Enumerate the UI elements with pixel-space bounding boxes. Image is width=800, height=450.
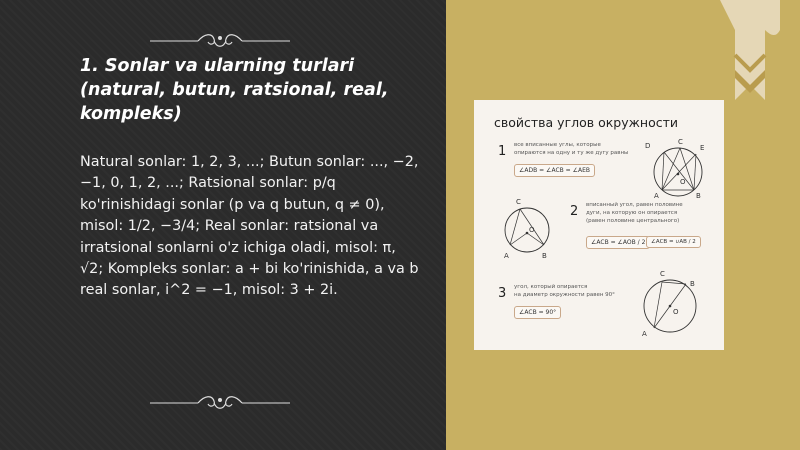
item-3-label-a: A bbox=[642, 330, 647, 338]
item-2-formula-a: ∠ACB = ∠AOB / 2 bbox=[586, 236, 650, 249]
item-3-text-2: на диаметр окружности равен 90° bbox=[514, 292, 615, 298]
ornament-top bbox=[150, 30, 290, 52]
item-1-label-b: B bbox=[696, 192, 701, 200]
item-2-label-c: C bbox=[516, 198, 521, 206]
item-2-text-1: вписанный угол, равен половине bbox=[586, 202, 683, 208]
item-1-label-c: C bbox=[678, 138, 683, 146]
item-1-label-a: A bbox=[654, 192, 659, 200]
item-3-label-c: C bbox=[660, 270, 665, 278]
item-1-number: 1 bbox=[498, 144, 507, 159]
item-2-text-2: дуги, на которую он опирается bbox=[586, 210, 678, 216]
item-1-text-2: опираются на одну и ту же дугу равны bbox=[514, 150, 629, 156]
item-3-number: 3 bbox=[498, 286, 507, 301]
item-1-formula: ∠ADB = ∠ACB = ∠AEB bbox=[514, 164, 595, 177]
item-3-text-1: угол, который опирается bbox=[514, 284, 588, 290]
item-2-text-3: (равен половине центрального) bbox=[586, 218, 680, 224]
item-1-label-e: E bbox=[700, 144, 705, 152]
item-3-label-o: O bbox=[673, 308, 679, 316]
item-1-text-1: все вписанные углы, которые bbox=[514, 142, 601, 148]
bookmark-icon bbox=[720, 0, 780, 115]
item-1-label-o: O bbox=[680, 178, 686, 186]
circle-angles-card bbox=[474, 100, 724, 350]
slide-title: 1. Sonlar va ularning turlari (natural, butun, ratsional, real, kompleks) bbox=[80, 56, 389, 124]
ornament-bottom bbox=[150, 392, 290, 414]
item-2-formula-b: ∠ACB = ∪AB / 2 bbox=[646, 236, 701, 248]
diagram-2 bbox=[492, 200, 562, 265]
card-title: свойства углов окружности bbox=[494, 115, 678, 130]
item-1-label-d: D bbox=[645, 142, 651, 150]
item-2-label-a: A bbox=[504, 252, 509, 260]
item-3-label-b: B bbox=[690, 280, 695, 288]
item-2-label-o: O bbox=[529, 226, 535, 234]
slide-body: Natural sonlar: 1, 2, 3, ...; Butun sonlar: ..., −2, −1, 0, 1, 2, ...; Ratsional sonlar: p/q ko'rinishidagi sonlar (p va q butun, q ≠ 0), misol: 1/2, −3/4; Real sonlar: ratsional va irratsional sonlarni o'z ichiga oladi, misol: π, √2; Kompleks sonlar: a + bi ko'rinishida, a va b real sonlar, i^2 = −1, misol: 3 + 2i. bbox=[80, 154, 419, 299]
item-3-formula: ∠ACB = 90° bbox=[514, 306, 561, 319]
item-2-label-b: B bbox=[542, 252, 547, 260]
item-2-number: 2 bbox=[570, 204, 579, 219]
